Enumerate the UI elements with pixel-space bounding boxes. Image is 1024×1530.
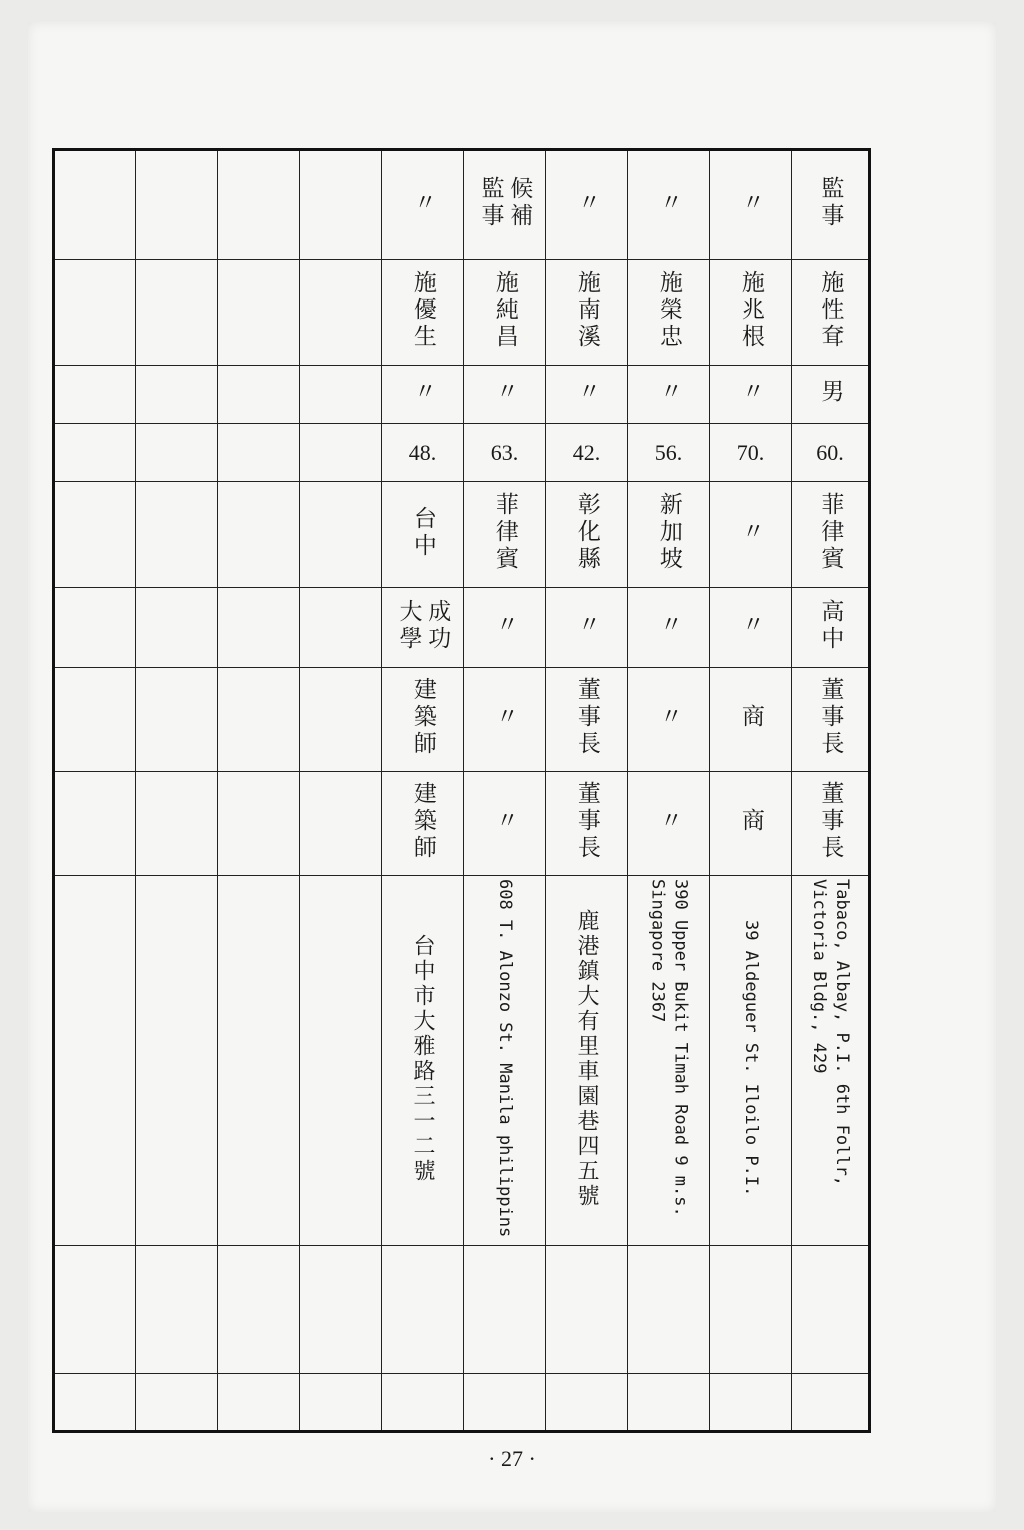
cell-title — [628, 150, 710, 260]
cell-education — [710, 588, 792, 668]
cell-education — [546, 588, 628, 668]
cell-occupation — [136, 668, 218, 772]
age-text: 60. — [816, 439, 844, 465]
cell-origin — [628, 482, 710, 588]
cell-title — [218, 150, 300, 260]
origin-text: 新加坡 — [655, 492, 682, 573]
cell-education — [54, 588, 136, 668]
cell-blank — [382, 1246, 464, 1374]
cell-position — [300, 772, 382, 876]
cell-occupation — [464, 668, 546, 772]
ditto-mark: 〃 — [655, 379, 682, 406]
cell-title — [382, 150, 464, 260]
age-text: 70. — [736, 439, 765, 465]
cell-name — [218, 260, 300, 366]
roster-table — [52, 148, 871, 1433]
row-occupation — [54, 668, 870, 772]
origin-text: 菲律賓 — [817, 492, 844, 573]
ditto-mark: 〃 — [491, 808, 518, 835]
cell-origin — [136, 482, 218, 588]
cell-sex — [628, 366, 710, 424]
cell-blank — [54, 1246, 136, 1374]
cell-address — [628, 876, 710, 1246]
cell-position — [382, 772, 464, 876]
cell-origin — [218, 482, 300, 588]
cell-position — [546, 772, 628, 876]
cell-blank — [628, 1374, 710, 1432]
origin-text: 菲律賓 — [491, 492, 518, 573]
ditto-mark: 〃 — [573, 379, 600, 406]
cell-education — [136, 588, 218, 668]
name-text: 施優生 — [409, 270, 436, 351]
cell-position — [628, 772, 710, 876]
cell-blank — [546, 1246, 628, 1374]
cell-title — [54, 150, 136, 260]
cell-address — [136, 876, 218, 1246]
cell-origin — [546, 482, 628, 588]
row-origin — [54, 482, 870, 588]
cell-education — [300, 588, 382, 668]
cell-name — [136, 260, 218, 366]
ditto-mark: 〃 — [655, 704, 682, 731]
education-text: 成功 大學 — [395, 598, 451, 653]
occupation-text: 董事長 — [817, 677, 844, 758]
cell-blank — [218, 1246, 300, 1374]
cell-position — [464, 772, 546, 876]
cell-title — [300, 150, 382, 260]
ditto-mark: 〃 — [737, 189, 764, 217]
cell-education — [382, 588, 464, 668]
cell-sex — [382, 366, 464, 424]
cell-education — [464, 588, 546, 668]
cell-title — [710, 150, 792, 260]
occupation-text: 商 — [737, 704, 764, 731]
age-text: 63. — [490, 439, 519, 465]
cell-origin — [382, 482, 464, 588]
cell-blank — [464, 1246, 546, 1374]
ditto-mark: 〃 — [491, 704, 518, 731]
cell-blank — [792, 1374, 870, 1432]
cell-occupation — [710, 668, 792, 772]
row-age — [54, 424, 870, 482]
row-title — [54, 150, 870, 260]
row-position — [54, 772, 870, 876]
origin-text: 台中 — [409, 505, 436, 560]
name-text: 施南溪 — [573, 270, 600, 351]
ditto-mark: 〃 — [573, 612, 600, 639]
cell-blank — [792, 1246, 870, 1374]
cell-position — [136, 772, 218, 876]
cell-age — [628, 424, 710, 482]
cell-blank — [710, 1374, 792, 1432]
title-text: 監事 — [817, 176, 844, 230]
address-text: 台中市大雅路三一二號 — [410, 933, 435, 1184]
cell-name — [464, 260, 546, 366]
cell-sex — [464, 366, 546, 424]
address-text: 390 Upper Bukit Timah Road 9 m.s. Singapore 2367 — [647, 878, 691, 1227]
cell-occupation — [300, 668, 382, 772]
cell-sex — [54, 366, 136, 424]
row-sex — [54, 366, 870, 424]
ditto-mark: 〃 — [655, 808, 682, 835]
cell-occupation — [628, 668, 710, 772]
cell-occupation — [546, 668, 628, 772]
cell-blank — [218, 1374, 300, 1432]
cell-name — [792, 260, 870, 366]
cell-sex — [546, 366, 628, 424]
origin-text: 彰化縣 — [573, 492, 600, 573]
row-blank-1 — [54, 1246, 870, 1374]
age-text: 42. — [572, 439, 601, 465]
cell-name — [546, 260, 628, 366]
cell-age — [382, 424, 464, 482]
cell-blank — [136, 1374, 218, 1432]
cell-position — [218, 772, 300, 876]
cell-blank — [546, 1374, 628, 1432]
address-text: 39 Aldeguer St. Iloilo P.I. — [740, 920, 761, 1197]
cell-blank — [628, 1246, 710, 1374]
cell-occupation — [54, 668, 136, 772]
cell-blank — [382, 1374, 464, 1432]
occupation-text: 董事長 — [573, 677, 600, 758]
row-education — [54, 588, 870, 668]
cell-sex — [792, 366, 870, 424]
cell-position — [54, 772, 136, 876]
cell-origin — [54, 482, 136, 588]
ditto-mark: 〃 — [491, 612, 518, 639]
address-text: 608 T. Alonzo St. Manila philippins — [494, 879, 515, 1238]
cell-age — [136, 424, 218, 482]
cell-address — [300, 876, 382, 1246]
name-text: 施性耷 — [817, 270, 844, 351]
cell-name — [54, 260, 136, 366]
cell-origin — [792, 482, 870, 588]
cell-title — [546, 150, 628, 260]
cell-address — [54, 876, 136, 1246]
cell-name — [710, 260, 792, 366]
age-text: 56. — [654, 439, 683, 465]
ditto-mark: 〃 — [409, 189, 436, 217]
cell-age — [710, 424, 792, 482]
ditto-mark: 〃 — [737, 612, 764, 639]
cell-address — [710, 876, 792, 1246]
cell-blank — [54, 1374, 136, 1432]
ditto-mark: 〃 — [491, 379, 518, 406]
cell-name — [628, 260, 710, 366]
cell-name — [300, 260, 382, 366]
name-text: 施榮忠 — [655, 270, 682, 351]
sex-text: 男 — [817, 379, 844, 406]
cell-address — [464, 876, 546, 1246]
cell-address — [792, 876, 870, 1246]
cell-age — [546, 424, 628, 482]
cell-age — [300, 424, 382, 482]
position-text: 董事長 — [817, 781, 844, 862]
cell-education — [218, 588, 300, 668]
cell-address — [382, 876, 464, 1246]
cell-age — [54, 424, 136, 482]
ditto-mark: 〃 — [655, 612, 682, 639]
cell-title — [792, 150, 870, 260]
cell-title — [464, 150, 546, 260]
cell-sex — [710, 366, 792, 424]
ditto-mark: 〃 — [737, 379, 764, 406]
cell-occupation — [218, 668, 300, 772]
title-text: 候補 監事 — [477, 176, 533, 230]
cell-position — [710, 772, 792, 876]
occupation-text: 建築師 — [409, 677, 436, 758]
position-text: 商 — [737, 808, 764, 835]
position-text: 建築師 — [409, 781, 436, 862]
cell-age — [792, 424, 870, 482]
cell-origin — [710, 482, 792, 588]
cell-blank — [300, 1246, 382, 1374]
cell-age — [218, 424, 300, 482]
ditto-mark: 〃 — [737, 519, 764, 546]
cell-occupation — [382, 668, 464, 772]
ditto-mark: 〃 — [573, 189, 600, 217]
address-text: 鹿港鎮大有里車園巷四五號 — [574, 908, 599, 1209]
ditto-mark: 〃 — [409, 379, 436, 406]
cell-blank — [464, 1374, 546, 1432]
name-text: 施兆根 — [737, 270, 764, 351]
position-text: 董事長 — [573, 781, 600, 862]
cell-origin — [464, 482, 546, 588]
row-blank-2 — [54, 1374, 870, 1432]
cell-sex — [218, 366, 300, 424]
cell-blank — [136, 1246, 218, 1374]
cell-age — [464, 424, 546, 482]
cell-occupation — [792, 668, 870, 772]
cell-blank — [300, 1374, 382, 1432]
row-name — [54, 260, 870, 366]
cell-blank — [710, 1246, 792, 1374]
cell-name — [382, 260, 464, 366]
cell-address — [546, 876, 628, 1246]
age-text: 48. — [408, 439, 437, 465]
row-address — [54, 876, 870, 1246]
cell-education — [792, 588, 870, 668]
cell-education — [628, 588, 710, 668]
education-text: 高中 — [817, 598, 844, 653]
cell-title — [136, 150, 218, 260]
cell-address — [218, 876, 300, 1246]
address-text: Tabaco, Albay, P.I. 6th Follr, Victoria Bldg., 429 — [809, 878, 852, 1196]
ditto-mark: 〃 — [655, 189, 682, 217]
cell-origin — [300, 482, 382, 588]
name-text: 施純昌 — [491, 270, 518, 351]
cell-sex — [300, 366, 382, 424]
page-number: · 27 · — [488, 1446, 536, 1471]
cell-sex — [136, 366, 218, 424]
cell-position — [792, 772, 870, 876]
